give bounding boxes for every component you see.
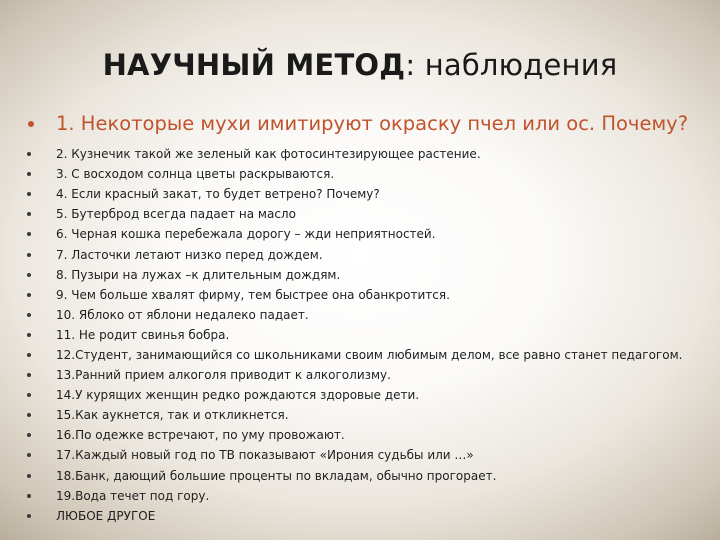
list-item-text: 5. Бутерброд всегда падает на масло bbox=[56, 207, 296, 222]
list-item-text: 15.Как аукнется, так и откликнется. bbox=[56, 408, 289, 423]
list-item-text: 17.Каждый новый год по ТВ показывают «Ирония судьбы или …» bbox=[56, 448, 474, 463]
lead-text: 1. Некоторые мухи имитируют окраску пчел или ос. Почему? bbox=[56, 112, 689, 135]
list-item bbox=[27, 244, 682, 264]
title-regular-part: : наблюдения bbox=[405, 48, 618, 82]
bullet-dot-icon bbox=[27, 453, 31, 457]
bullet-dot-icon bbox=[27, 353, 31, 357]
bullet-dot-icon bbox=[27, 433, 31, 437]
bullet-dot-icon bbox=[27, 333, 31, 337]
list-item bbox=[27, 445, 682, 465]
list-item-text: 9. Чем больше хвалят фирму, тем быстрее она обанкротится. bbox=[56, 287, 450, 302]
list-item-text: 14.У курящих женщин редко рождаются здоровые дети. bbox=[56, 388, 420, 403]
bullet-dot-icon bbox=[27, 172, 31, 176]
bullet-dot-icon bbox=[27, 514, 31, 518]
list-item-text: 8. Пузыри на лужах –к длительным дождям. bbox=[56, 267, 341, 282]
lead-bullet-item bbox=[26, 112, 716, 135]
list-item bbox=[27, 144, 682, 164]
slide-title bbox=[0, 48, 720, 82]
list-item-text: 16.По одежке встречают, по уму провожают. bbox=[56, 428, 345, 443]
title-bold-part: НАУЧНЫЙ МЕТОД bbox=[102, 48, 406, 82]
bullet-dot-icon bbox=[27, 373, 31, 377]
bullet-dot-icon bbox=[27, 273, 31, 277]
list-item bbox=[27, 365, 682, 385]
list-item bbox=[27, 345, 682, 365]
bullet-dot-icon bbox=[27, 152, 31, 156]
list-item bbox=[27, 164, 682, 184]
list-item bbox=[27, 204, 682, 224]
list-item-text: 19.Вода течет под гору. bbox=[56, 488, 210, 503]
list-item bbox=[27, 265, 682, 285]
list-item-text: ЛЮБОЕ ДРУГОЕ bbox=[56, 508, 156, 523]
list-item bbox=[27, 285, 682, 305]
list-item bbox=[27, 385, 682, 405]
list-item-text: 3. С восходом солнца цветы раскрываются. bbox=[56, 167, 335, 182]
list-item-text: 2. Кузнечик такой же зеленый как фотосинтезирующее растение. bbox=[56, 147, 481, 162]
bullet-dot-icon bbox=[27, 232, 31, 236]
list-item-text: 7. Ласточки летают низко перед дождем. bbox=[56, 247, 323, 262]
observation-list bbox=[27, 144, 682, 526]
bullet-dot-icon bbox=[27, 212, 31, 216]
list-item bbox=[27, 425, 682, 445]
list-item bbox=[27, 486, 682, 506]
bullet-dot-icon bbox=[28, 121, 34, 127]
bullet-dot-icon bbox=[27, 474, 31, 478]
bullet-dot-icon bbox=[27, 192, 31, 196]
list-item-text: 12.Студент, занимающийся со школьниками своим любимым делом, все равно станет педагогом. bbox=[56, 347, 683, 362]
list-item-text: 6. Черная кошка перебежала дорогу – жди неприятностей. bbox=[56, 227, 436, 242]
list-item bbox=[27, 466, 682, 486]
bullet-dot-icon bbox=[27, 494, 31, 498]
list-item bbox=[27, 506, 682, 526]
list-item bbox=[27, 184, 682, 204]
list-item-text: 10. Яблоко от яблони недалеко падает. bbox=[56, 307, 309, 322]
list-item bbox=[27, 405, 682, 425]
bullet-dot-icon bbox=[27, 293, 31, 297]
bullet-dot-icon bbox=[27, 393, 31, 397]
list-item-text: 13.Ранний прием алкоголя приводит к алкоголизму. bbox=[56, 368, 391, 383]
list-item bbox=[27, 325, 682, 345]
list-item bbox=[27, 224, 682, 244]
bullet-dot-icon bbox=[27, 413, 31, 417]
list-item-text: 4. Если красный закат, то будет ветрено? Почему? bbox=[56, 187, 380, 202]
list-item-text: 11. Не родит свинья бобра. bbox=[56, 327, 230, 342]
bullet-dot-icon bbox=[27, 253, 31, 257]
bullet-dot-icon bbox=[27, 313, 31, 317]
list-item bbox=[27, 305, 682, 325]
list-item-text: 18.Банк, дающий большие проценты по вкладам, обычно прогорает. bbox=[56, 468, 497, 483]
